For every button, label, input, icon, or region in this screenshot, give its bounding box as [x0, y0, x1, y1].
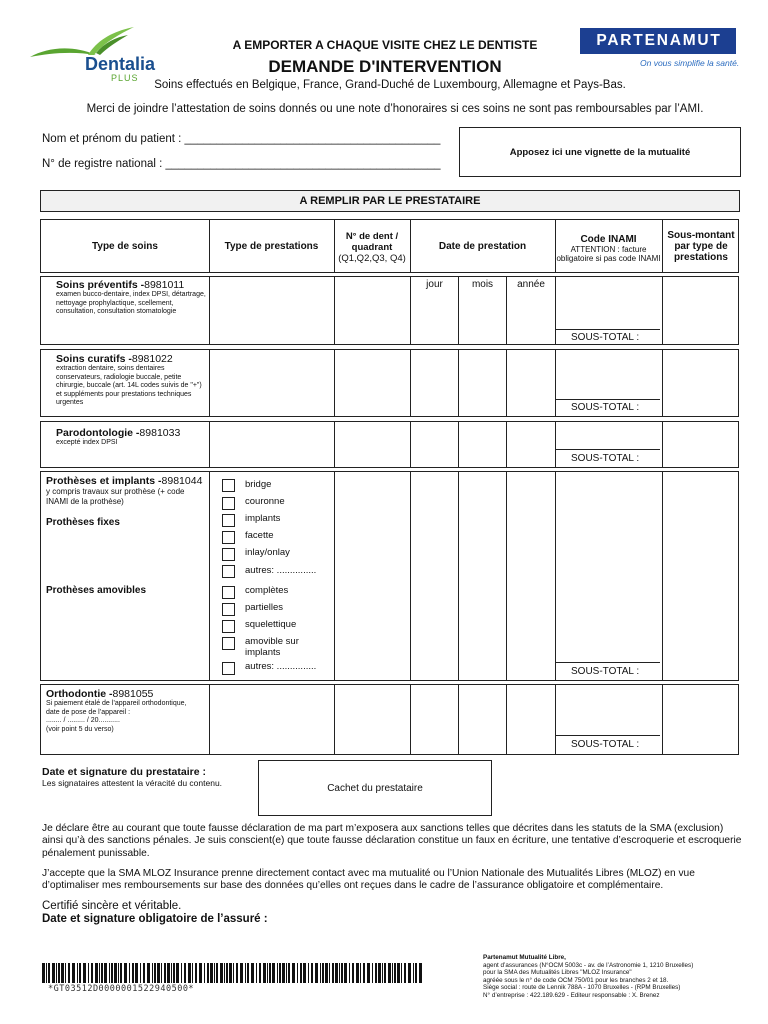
provider-stamp-box: Cachet du prestataire: [258, 760, 492, 816]
preventifs-code: 8981011: [144, 279, 185, 291]
header-date: Date de prestation: [438, 240, 527, 252]
checkbox-facette[interactable]: [222, 531, 235, 544]
page-subtitle: Soins effectués en Belgique, France, Grand-Duché de Luxembourg, Allemagne et Pays-Bas.: [154, 79, 626, 91]
dentalia-plus: PLUS: [111, 73, 139, 83]
checkbox-autres-fixes[interactable]: [222, 565, 235, 578]
header-dent-title: N° de dent / quadrant: [345, 230, 399, 253]
label-bridge: bridge: [245, 479, 272, 490]
header-dent: [334, 222, 410, 272]
barcode-text: *GT03512D0000001522940500*: [48, 984, 195, 994]
paro-name: Parodontologie -: [56, 427, 140, 439]
table-row-paro: [40, 421, 739, 468]
protheses-code: 8981044: [161, 475, 203, 487]
protheses-name: Prothèses et implants -: [46, 475, 162, 487]
header-inami: [555, 224, 662, 272]
ortho-name: Orthodontie -: [46, 688, 113, 700]
provider-signature-label: Date et signature du prestataire :: [42, 766, 206, 778]
checkbox-completes[interactable]: [222, 586, 235, 599]
checkbox-implants[interactable]: [222, 514, 235, 527]
ortho-desc-1: Si paiement étalé de l’appareil orthodontique, date de pose de l’appareil :: [46, 700, 187, 716]
protheses-fixes-label: Prothèses fixes: [46, 517, 120, 528]
header-inami-sub: ATTENTION : facture obligatoire si pas code INAMI: [556, 244, 661, 263]
partenamut-tagline: On vous simplifie la santé.: [640, 58, 740, 68]
table-header: [40, 219, 739, 273]
label-autres-amovibles: autres: ...............: [245, 661, 317, 672]
vignette-box: Apposez ici une vignette de la mutualité: [459, 127, 741, 177]
ortho-code: 8981055: [112, 688, 154, 700]
protheses-desc: y compris travaux sur prothèse (+ code INAMI de la prothèse): [46, 487, 185, 506]
header-top-line: A EMPORTER A CHAQUE VISITE CHEZ LE DENTISTE: [232, 38, 538, 52]
org-info: [483, 954, 743, 1000]
checkbox-inlay-onlay[interactable]: [222, 548, 235, 561]
date-mois-label: mois: [471, 279, 494, 290]
table-row-ortho: [40, 684, 739, 755]
dentalia-name: Dentalia: [85, 54, 156, 74]
checkbox-bridge[interactable]: [222, 479, 235, 492]
dentalia-logo: [28, 25, 158, 83]
protheses-amovibles-label: Prothèses amovibles: [46, 585, 147, 596]
header-type-soins: Type de soins: [92, 240, 158, 252]
paro-code: 8981033: [139, 427, 181, 439]
date-annee-label: année: [517, 279, 545, 290]
sous-total-ortho: SOUS-TOTAL :: [571, 739, 640, 750]
insured-signature-label: Date et signature obligatoire de l’assuré :: [42, 913, 268, 925]
label-couronne: couronne: [245, 496, 285, 507]
table-row-preventifs: [40, 276, 739, 345]
checkbox-couronne[interactable]: [222, 497, 235, 510]
org-line-1: agent d’assurances (N°OCM 5003c - av. de l’Astronomie 1, 1210 Bruxelles): [483, 961, 694, 969]
label-implants: implants: [245, 513, 281, 524]
header-sous-montant: Sous-montant par type de prestations: [667, 229, 735, 263]
partenamut-logo: [580, 28, 738, 72]
org-line-5: N° d’entreprise : 422.189.629 - Editeur responsable : X. Brenez: [483, 991, 660, 999]
header-dent-sub: (Q1,Q2,Q3, Q4): [338, 252, 406, 264]
barcode-icon: [42, 963, 422, 983]
label-amovible-implants: amovible sur implants: [245, 636, 299, 658]
page-title: DEMANDE D'INTERVENTION: [268, 57, 502, 76]
org-name: Partenamut Mutualité Libre,: [483, 954, 566, 961]
sous-total-curatifs: SOUS-TOTAL :: [571, 402, 640, 413]
table-row-curatifs: [40, 349, 739, 417]
curatifs-code: 8981022: [131, 353, 173, 365]
org-line-3: agréée sous le n° de code OCM 750/01 pour les branches 2 et 18.: [483, 976, 669, 984]
header-inami-title: Code INAMI: [580, 233, 637, 245]
label-inlay-onlay: inlay/onlay: [245, 547, 290, 558]
date-jour-label: jour: [426, 279, 443, 290]
barcode: [42, 963, 422, 983]
preventifs-name: Soins préventifs -: [56, 279, 145, 291]
label-squelettique: squelettique: [245, 619, 297, 630]
curatifs-desc: extraction dentaire, soins dentaires conservateurs, radiologie buccale, petite chirurgie, buccale (art. 14L codes suivis de "+") et suppléments pour prestations techniques urgentes: [56, 365, 202, 406]
preventifs-desc: examen bucco-dentaire, index DPSI, détartrage, nettoyage prophylactique, scellement, consultation, consultation stomatologie: [56, 291, 206, 315]
declaration-mloz: J’accepte que la SMA MLOZ Insurance prenne directement contact avec ma mutualité ou l’Union Nationale des Mutualités Libres (MLOZ) en vue d’optimaliser mes remboursements sur base des données qu’elles ont reçues dans le cadre de l’assurance obligatoire et complémentaire.: [42, 868, 695, 892]
patient-name-field[interactable]: Nom et prénom du patient : ________________________________________: [42, 133, 441, 145]
checkbox-partielles[interactable]: [222, 603, 235, 616]
section-title: A REMPLIR PAR LE PRESTATAIRE: [40, 190, 740, 212]
sous-total-paro: SOUS-TOTAL :: [571, 453, 640, 464]
org-line-4: Siège social : route de Lennik 788A - 1070 Bruxelles - (RPM Bruxelles): [483, 984, 681, 992]
paro-desc: excepté index DPSI: [56, 439, 118, 446]
checkbox-squelettique[interactable]: [222, 620, 235, 633]
checkbox-autres-amovibles[interactable]: [222, 662, 235, 675]
label-partielles: partielles: [245, 602, 284, 613]
ortho-desc-2: ........ / ......... / 20...........: [46, 717, 120, 724]
checkbox-amovible-implants[interactable]: [222, 637, 235, 650]
label-facette: facette: [245, 530, 274, 541]
label-completes: complètes: [245, 585, 289, 596]
sous-total-preventifs: SOUS-TOTAL :: [571, 332, 640, 343]
table-row-protheses: [40, 471, 739, 681]
partenamut-name: PARTENAMUT: [596, 32, 722, 49]
sous-total-protheses: SOUS-TOTAL :: [571, 666, 640, 677]
declaration-sanctions: Je déclare être au courant que toute fausse déclaration de ma part m’exposera aux sanctions telles que décrites dans les statuts de la SMA (exclusion) ainsi qu’à des sanctions pénales. Je suis conscient(e) que toute fausse déclaration constitue un faux en écriture, une tentative d’escroquerie et escroquerie pénalement punissable.: [42, 823, 742, 859]
curatifs-name: Soins curatifs -: [56, 353, 132, 365]
certified-text: Certifié sincère et véritable.: [42, 900, 182, 912]
ortho-desc-3: (voir point 5 du verso): [46, 725, 114, 733]
national-registry-field[interactable]: N° de registre national : ___________________________________________: [42, 158, 441, 170]
header-type-prestations: Type de prestations: [224, 240, 319, 252]
intro-text: Merci de joindre l’attestation de soins donnés ou une note d’honoraires si ces soins ne sont pas remboursables par l’AMI.: [86, 103, 704, 115]
org-line-2: pour la SMA des Mutualités Libres "MLOZ Insurance": [483, 969, 632, 977]
provider-signature-sub: Les signataires attestent la véracité du contenu.: [42, 778, 223, 788]
label-autres-fixes: autres: ...............: [245, 565, 317, 576]
